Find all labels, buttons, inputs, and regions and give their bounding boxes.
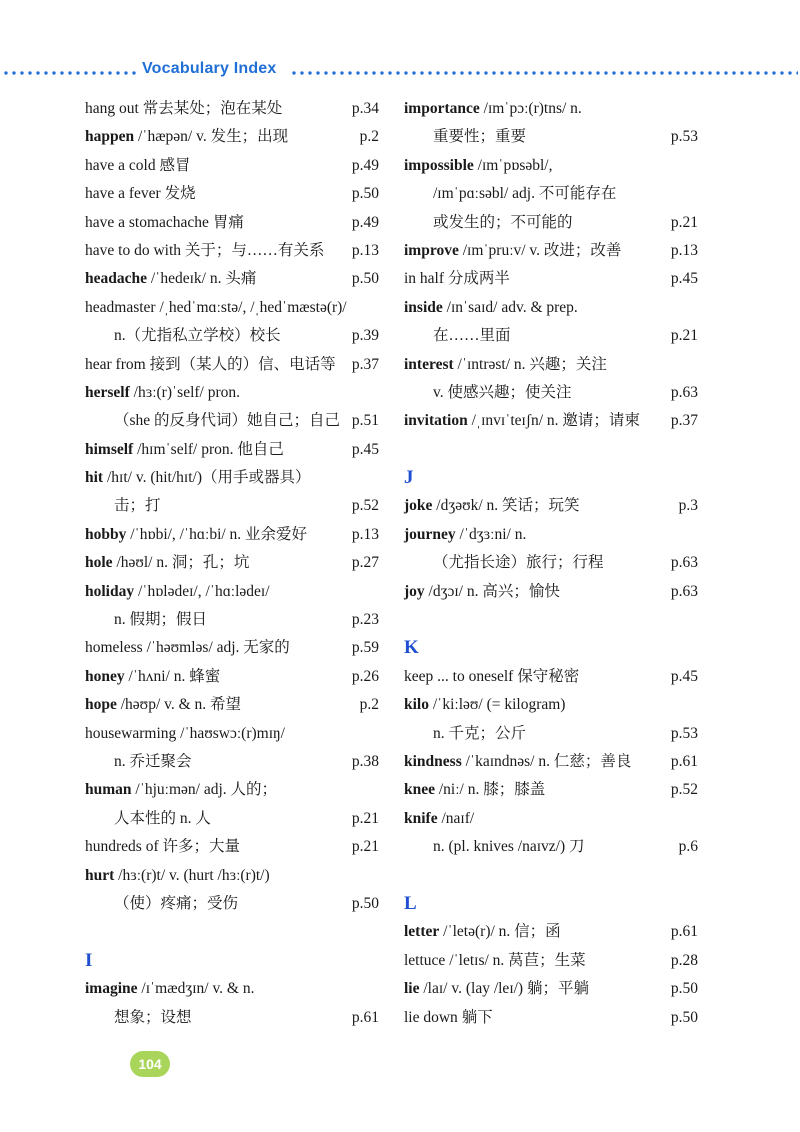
entry-continuation [85,407,379,435]
headword: have a stomachache [85,213,209,231]
definition: 分成两半 [447,270,510,288]
headword: lettuce [404,951,446,969]
headword: hundreds of [85,838,159,856]
definition: /laɪ/ v. (lay /leɪ/) 躺；平躺 [423,980,589,998]
page-number-badge: 104 [130,1051,170,1077]
vocab-entry [85,123,379,151]
page-header [0,59,800,85]
vocab-entry [85,294,379,322]
headword: knee [404,781,435,799]
headword: importance [404,100,480,117]
page-ref: p.2 [359,696,379,714]
definition: 感冒 [159,156,191,174]
headword: hole [85,554,113,572]
definition: /hɜː(r)t/ v. (hurt /hɜː(r)t/) [118,866,270,884]
vocab-entry [85,436,379,464]
headword: honey [85,667,125,685]
page-ref: p.45 [670,667,698,685]
entry-continuation [404,549,698,577]
headword: himself [85,440,134,458]
definition: /ˈkaɪndnəs/ n. 仁慈；善良 [465,752,632,770]
spacer [404,606,698,634]
page-ref: p.50 [670,980,698,998]
definition: /ˈkiːləʊ/ (= kilogram) [432,696,566,714]
headword: hear from [85,355,146,373]
section-letter: L [404,892,417,914]
entry-continuation [404,123,698,151]
spacer [404,436,698,464]
definition: /ɪˈmædʒɪn/ v. & n. [141,980,255,998]
page-ref: p.38 [351,752,379,770]
headword: have a fever [85,185,161,203]
definition: 想象；设想 [114,1008,192,1026]
definition: /ˈdʒɜːni/ n. [459,525,527,543]
definition: /ɪmˈpɔː(r)tns/ n. [483,100,582,117]
vocab-entry [404,265,698,293]
vocab-entry [404,351,698,379]
definition: /hɜː(r)ˈself/ pron. [133,383,241,401]
headword: hobby [85,525,127,543]
vocab-entry [404,152,698,180]
vocab-entry [85,379,379,407]
definition: /dʒəʊk/ n. 笑话；玩笑 [436,497,580,515]
definition: 接到（某人的）信、电话等 [149,355,336,373]
page-ref: p.63 [670,383,698,401]
spacer [404,862,698,890]
page-ref: p.28 [670,951,698,969]
definition: /ɪmˈpruːv/ v. 改进；改善 [462,241,622,259]
definition: 关于；与……有关系 [184,241,325,259]
definition: /ˈhɒlədeɪ/, /ˈhɑːlədeɪ/ [137,582,270,600]
vocab-entry [85,464,379,492]
definition: 人本性的 n. 人 [114,809,211,827]
headword: housewarming [85,724,177,742]
vocab-entry [85,663,379,691]
headword: hope [85,696,117,714]
section-letter: I [85,949,93,971]
page-ref: p.59 [351,639,379,657]
headword: knife [404,809,438,827]
definition: v. 使感兴趣；使关注 [433,383,572,401]
entry-continuation [404,180,698,208]
page-ref: p.2 [359,128,379,146]
definition: 躺下 [461,1008,493,1026]
headword: hit [85,469,104,487]
vocab-entry [85,833,379,861]
vocab-entry [85,634,379,662]
page-ref: p.61 [670,923,698,941]
definition: /ˈhedeɪk/ n. 头痛 [150,270,257,288]
definition: /ˌɪnvɪˈteɪʃn/ n. 邀请；请柬 [471,412,640,430]
definition: /ˈhæpən/ v. 发生；出现 [138,128,289,146]
vocab-entry [85,578,379,606]
definition: /hɪmˈself/ pron. 他自己 [137,440,284,458]
vocab-entry [404,776,698,804]
headword: holiday [85,582,135,600]
vocab-entry [404,918,698,946]
headword: joke [404,497,433,515]
page-ref: p.34 [351,100,379,117]
vocab-entry [85,180,379,208]
vocab-entry [85,95,379,123]
headword: inside [404,298,443,316]
headword: have to do with [85,241,181,259]
definition: 许多；大量 [162,838,241,856]
definition: /niː/ n. 膝；膝盖 [438,781,546,799]
page-ref: p.13 [351,241,379,259]
page-ref: p.53 [670,128,698,146]
definition: /ˈhɒbi/, /ˈhɑːbi/ n. 业余爱好 [130,525,308,543]
vocab-entry [404,748,698,776]
entry-continuation [85,322,379,350]
page-ref: p.49 [351,156,379,174]
definition: /ɪnˈsaɪd/ adv. & prep. [446,298,578,316]
entry-continuation [85,805,379,833]
page-ref: p.50 [670,1008,698,1026]
definition: /hɪt/ v. (hit/hɪt/)（用手或器具） [106,469,311,487]
page-ref: p.13 [351,525,379,543]
headword: hurt [85,866,115,884]
definition: （使）疼痛；受伤 [114,894,239,912]
definition: /ˈletə(r)/ n. 信；函 [443,923,561,941]
headword: keep ... to oneself [404,667,514,685]
headword: imagine [85,980,138,998]
page-ref: p.50 [351,894,379,912]
page-ref: p.63 [670,582,698,600]
entry-continuation [404,833,698,861]
page-ref: p.21 [351,809,379,827]
definition: /naɪf/ [441,809,475,827]
page-ref: p.37 [670,412,698,430]
header-dots-left [2,71,140,75]
definition: /həʊp/ v. & n. 希望 [120,696,242,714]
vocab-entry [85,549,379,577]
page-ref: p.37 [351,355,379,373]
page-ref: p.13 [670,241,698,259]
definition: /ˈɪntrəst/ n. 兴趣；关注 [457,355,607,373]
headword: herself [85,383,130,401]
headword: improve [404,241,459,259]
headword: letter [404,923,440,941]
headword: impossible [404,156,474,174]
vocab-entry [404,237,698,265]
vocab-entry [404,492,698,520]
headword: in half [404,270,445,288]
right-column [404,95,698,1032]
definition: 在……里面 [433,327,511,345]
page-ref: p.52 [670,781,698,799]
page-ref: p.53 [670,724,698,742]
definition: /ɪmˈpɒsəbl/, [477,156,553,174]
vocab-entry [85,862,379,890]
definition: /dʒɔɪ/ n. 高兴；愉快 [428,582,560,600]
entry-continuation [85,606,379,634]
headword: human [85,781,132,799]
entry-continuation [85,890,379,918]
vocab-entry [404,1004,698,1032]
entry-continuation [85,492,379,520]
entry-continuation [404,322,698,350]
vocab-entry [85,209,379,237]
definition: 常去某处；泡在某处 [142,100,283,117]
page-ref: p.6 [678,838,698,856]
headword: journey [404,525,456,543]
definition: /ɪmˈpɑːsəbl/ adj. 不可能存在 [433,185,617,203]
definition: 重要性；重要 [433,128,527,146]
page-ref: p.50 [351,270,379,288]
definition: /həʊl/ n. 洞；孔；坑 [116,554,250,572]
entry-continuation [85,1004,379,1032]
vocab-entry [85,720,379,748]
vocab-entry [85,152,379,180]
definition: （尤指长途）旅行；行程 [433,554,604,572]
definition: n. 假期；假日 [114,611,208,629]
headword: kilo [404,696,429,714]
header-title: Vocabulary Index [142,60,277,77]
entry-continuation [404,209,698,237]
definition: 或发生的；不可能的 [433,213,573,231]
page-ref: p.45 [351,440,379,458]
entry-continuation [404,379,698,407]
definition: /ˈhʌni/ n. 蜂蜜 [128,667,221,685]
vocab-entry [85,521,379,549]
page-ref: p.51 [351,412,379,430]
page-ref: p.52 [351,497,379,515]
header-dots-right [290,71,798,75]
left-column [85,95,379,1032]
headword: have a cold [85,156,156,174]
page-ref: p.45 [670,270,698,288]
page-ref: p.21 [670,213,698,231]
definition: 发烧 [164,185,196,203]
headword: invitation [404,412,468,430]
section-letter: J [404,467,414,489]
vocab-entry [85,351,379,379]
headword: joy [404,582,425,600]
definition: （she 的反身代词）她自己；自己 [114,412,341,430]
page-ref: p.39 [351,327,379,345]
definition: /ˈhjuːmən/ adj. 人的； [135,781,278,799]
vocab-entry [404,947,698,975]
headword: kindness [404,752,462,770]
vocab-entry [404,95,698,123]
page-ref: p.49 [351,213,379,231]
vocab-entry [404,805,698,833]
definition: 胃痛 [212,213,244,231]
headword: hang out [85,100,139,117]
page-ref: p.23 [351,611,379,629]
definition: /ˈhaʊswɔː(r)mɪŋ/ [180,724,285,742]
vocab-entry [404,578,698,606]
page-ref: p.21 [670,327,698,345]
headword: lie down [404,1008,458,1026]
definition: n. 乔迁聚会 [114,752,192,770]
vocab-entry [85,237,379,265]
vocab-entry [404,521,698,549]
vocab-entry [404,294,698,322]
definition: n. 千克；公斤 [433,724,527,742]
vocab-entry [404,691,698,719]
section-letter: K [404,637,419,659]
page-ref: p.63 [670,554,698,572]
headword: homeless [85,639,143,657]
definition: 保守秘密 [517,667,580,685]
vocab-entry [404,663,698,691]
vocab-entry [85,265,379,293]
definition: 击；打 [114,497,161,515]
vocab-entry [85,691,379,719]
definition: n.（尤指私立学校）校长 [114,327,281,345]
page-ref: p.26 [351,667,379,685]
vocab-entry [404,407,698,435]
entry-continuation [85,748,379,776]
vocab-entry [85,776,379,804]
definition: /ˈletɪs/ n. 莴苣；生菜 [449,951,586,969]
headword: headmaster [85,298,156,316]
definition: n. (pl. knives /naɪvz/) 刀 [433,838,585,856]
page-ref: p.21 [351,838,379,856]
headword: lie [404,980,420,998]
page-ref: p.27 [351,554,379,572]
spacer [85,918,379,946]
headword: headache [85,270,147,288]
page-ref: p.61 [351,1008,379,1026]
page-ref: p.50 [351,185,379,203]
headword: happen [85,128,135,146]
definition: /ˌhedˈmɑːstə/, /ˌhedˈmæstə(r)/ [159,298,347,316]
vocab-entry [85,975,379,1003]
definition: /ˈhəʊmləs/ adj. 无家的 [146,639,290,657]
headword: interest [404,355,454,373]
page-ref: p.61 [670,752,698,770]
vocab-entry [404,975,698,1003]
page-ref: p.3 [678,497,698,515]
entry-continuation [404,720,698,748]
